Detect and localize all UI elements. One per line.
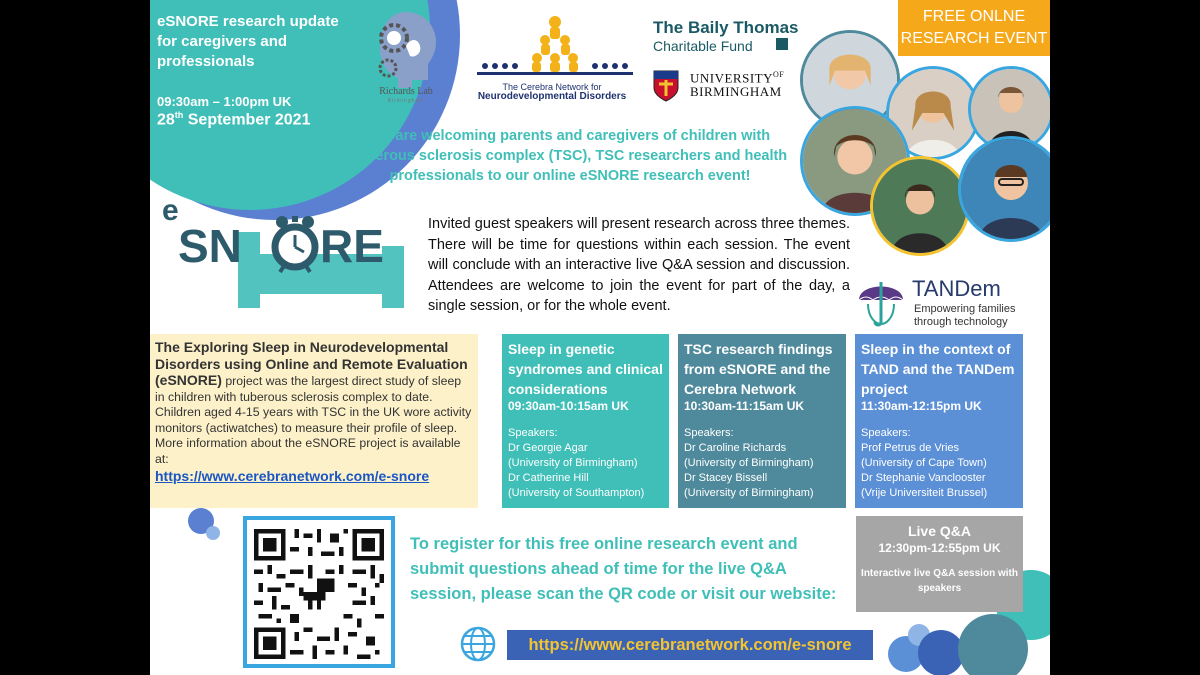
project-title: The Exploring Sleep in Neurodevelopmental Disorders using Online and Remote Evaluation (eSNORE)	[155, 339, 468, 388]
live-qa-time: 12:30pm-12:55pm UK	[878, 541, 1001, 555]
session-title: Sleep in the context of TAND and the TANDem project	[861, 341, 1015, 397]
event-date: 28th September 2021	[157, 110, 311, 129]
esnore-logo	[156, 192, 406, 312]
tandem-name: TANDem	[912, 276, 1001, 301]
event-title: eSNORE research update for caregivers and professionals	[157, 13, 339, 70]
session-title: TSC research findings from eSNORE and the Cerebra Network	[684, 341, 833, 397]
decor-bubble	[958, 614, 1028, 675]
session-time: 09:30am-10:15am UK	[508, 399, 629, 413]
baily-thomas-name: The Baily Thomas	[653, 18, 799, 37]
university-name-line2: BIRMINGHAM	[690, 84, 782, 99]
live-qa-description: Interactive live Q&A session with speakers	[861, 568, 1018, 594]
session-title: Sleep in genetic syndromes and clinical considerations	[508, 341, 663, 397]
session-time: 11:30am-12:15pm UK	[861, 399, 982, 413]
event-time: 09:30am – 1:00pm UK	[157, 94, 292, 109]
live-qa-title: Live Q&A	[907, 523, 971, 539]
website-link[interactable]: https://www.cerebranetwork.com/e-snore	[507, 630, 873, 660]
university-name-line1: $UNIVERSITY^{OF}$	[690, 70, 785, 86]
baily-thomas-mark	[776, 38, 788, 50]
register-text: To register for this free online research event and submit questions ahead of time for the live Q&A session, please scan the QR code or visit our website:	[410, 535, 837, 603]
tandem-tagline: Empowering families through technology	[914, 303, 1016, 328]
cerebra-network-logo	[475, 12, 635, 82]
speaker-photo	[958, 136, 1050, 242]
richards-lab-sub: Birmingham	[387, 98, 425, 104]
globe-icon	[460, 626, 496, 662]
session-card-1	[502, 334, 669, 508]
session-speakers: Speakers: Dr Georgie Agar (University of Birmingham) Dr Catherine Hill (University of Southampton)	[508, 427, 645, 499]
session-speakers: Speakers: Dr Caroline Richards (University of Birmingham) Dr Stacey Bissell (University of Birmingham)	[684, 427, 814, 499]
tandem-umbrella-icon	[856, 276, 906, 328]
event-flyer	[150, 0, 1050, 675]
welcome-text: We are welcoming parents and caregivers of children with tuberous sclerosis complex (TSC), TSC researchers and health professionals to our online eSNORE research event!	[352, 128, 788, 184]
university-crest-icon	[653, 70, 679, 102]
qr-code[interactable]	[254, 529, 384, 659]
svg-text:e: e	[162, 194, 179, 227]
session-time: 10:30am-11:15am UK	[684, 399, 805, 413]
svg-text:RE: RE	[320, 220, 384, 272]
richards-lab-logo	[366, 8, 446, 98]
richards-lab-name: Richards Lab	[379, 86, 433, 97]
session-speakers: Speakers: Prof Petrus de Vries (University of Cape Town) Dr Stephanie Vanclooster (Vrije Universiteit Brussel)	[861, 427, 988, 499]
decor-bubble	[918, 630, 964, 675]
event-description: Invited guest speakers will present research across three themes. There will be time for questions within each session. The event will conclude with an interactive live Q&A session and discussion. Attendees are welcome to join the event for part of the day, a single session, or for the whole event.	[428, 216, 850, 314]
project-info-box	[150, 334, 478, 508]
svg-text:SN: SN	[178, 220, 242, 272]
decor-bubble	[206, 526, 220, 540]
project-body: project was the largest direct study of sleep in children with tuberous sclerosis complex to date. Children aged 4-15 years with TSC in the UK wore activity monitors (actiwatches) to measure their profile of sleep. More information about the eSNORE project is available at:	[155, 374, 472, 466]
session-card-2	[678, 334, 846, 508]
baily-thomas-fund: Charitable Fund	[653, 38, 753, 54]
free-event-badge: FREE ONLNE RESEARCH EVENT	[898, 0, 1050, 56]
session-card-3	[855, 334, 1023, 508]
speaker-photo	[870, 156, 970, 256]
live-qa-box	[856, 516, 1023, 612]
project-link[interactable]: https://www.cerebranetwork.com/e-snore	[155, 468, 430, 484]
cerebra-network-name: The Cerebra Network for Neurodevelopmental Disorders	[477, 82, 627, 102]
